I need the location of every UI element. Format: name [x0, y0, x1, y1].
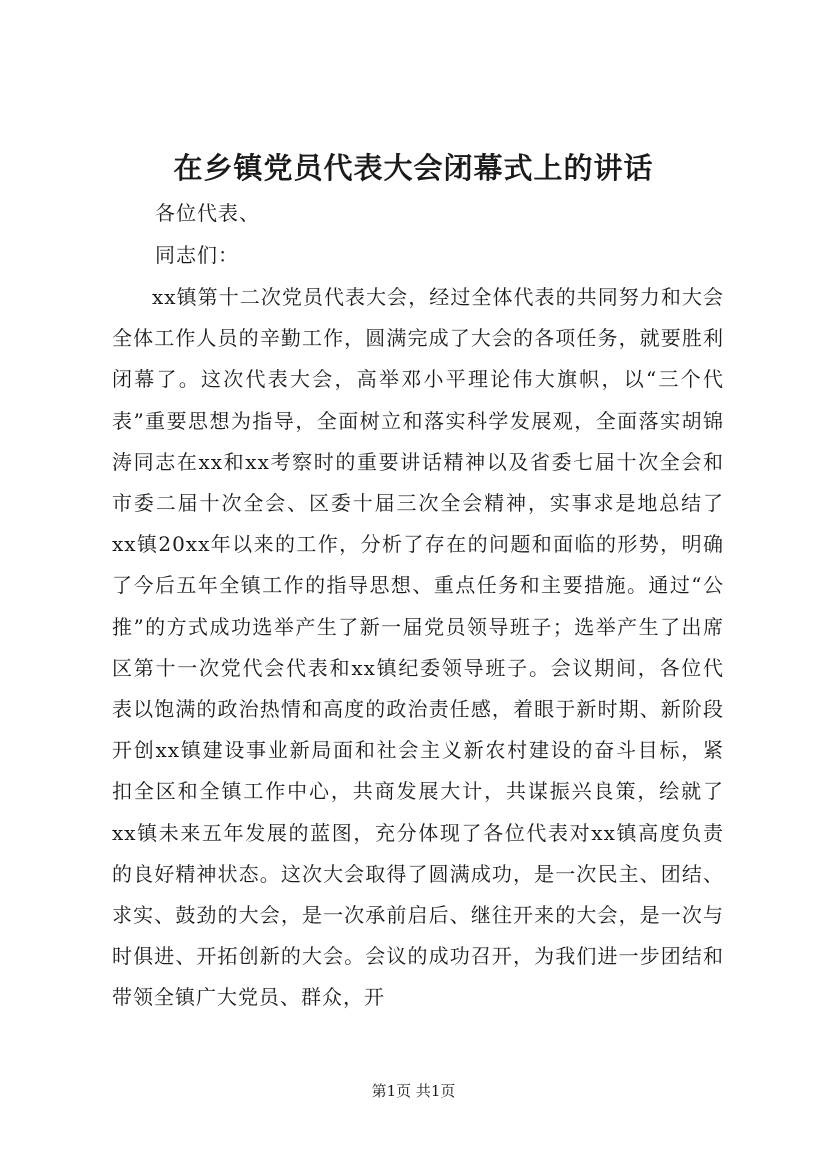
speech-body-paragraph: xx镇第十二次党员代表大会，经过全体代表的共同努力和大会全体工作人员的辛勤工作，圆满完成了大会的各项任务，就要胜利闭幕了。这次代表大会，高举邓小平理论伟大旗帜，以“三个代表”重要思想为指导，全面树立和落实科学发展观，全面落实胡锦涛同志在xx和xx考察时的重要讲话精神以及省委七届十次全会和市委二届十次全会、区委十届三次全会精神，实事求是地总结了xx镇20xx年以来的工作，分析了存在的问题和面临的形势，明确了今后五年全镇工作的指导思想、重点任务和主要措施。通过“公推”的方式成功选举产生了新一届党员领导班子；选举产生了出席区第十一次党代会代表和xx镇纪委领导班子。会议期间，各位代表以饱满的政治热情和高度的政治责任感，着眼于新时期、新阶段开创xx镇建设事业新局面和社会主义新农村建设的奋斗目标，紧扣全区和全镇工作中心，共商发展大计，共谋振兴良策，绘就了xx镇未来五年发展的蓝图，充分体现了各位代表对xx镇高度负责的良好精神状态。这次大会取得了圆满成功，是一次民主、团结、求实、鼓劲的大会，是一次承前启后、继往开来的大会，是一次与时俱进、开拓创新的大会。会议的成功召开，为我们进一步团结和带领全镇广大党员、群众，开: [112, 285, 724, 1010]
document-title: 在乡镇党员代表大会闭幕式上的讲话: [173, 151, 654, 185]
salutation-delegates: 各位代表、: [155, 201, 260, 225]
salutation-comrades: 同志们：: [155, 243, 239, 267]
page-footer: 第1页 共1页: [371, 1082, 456, 1100]
